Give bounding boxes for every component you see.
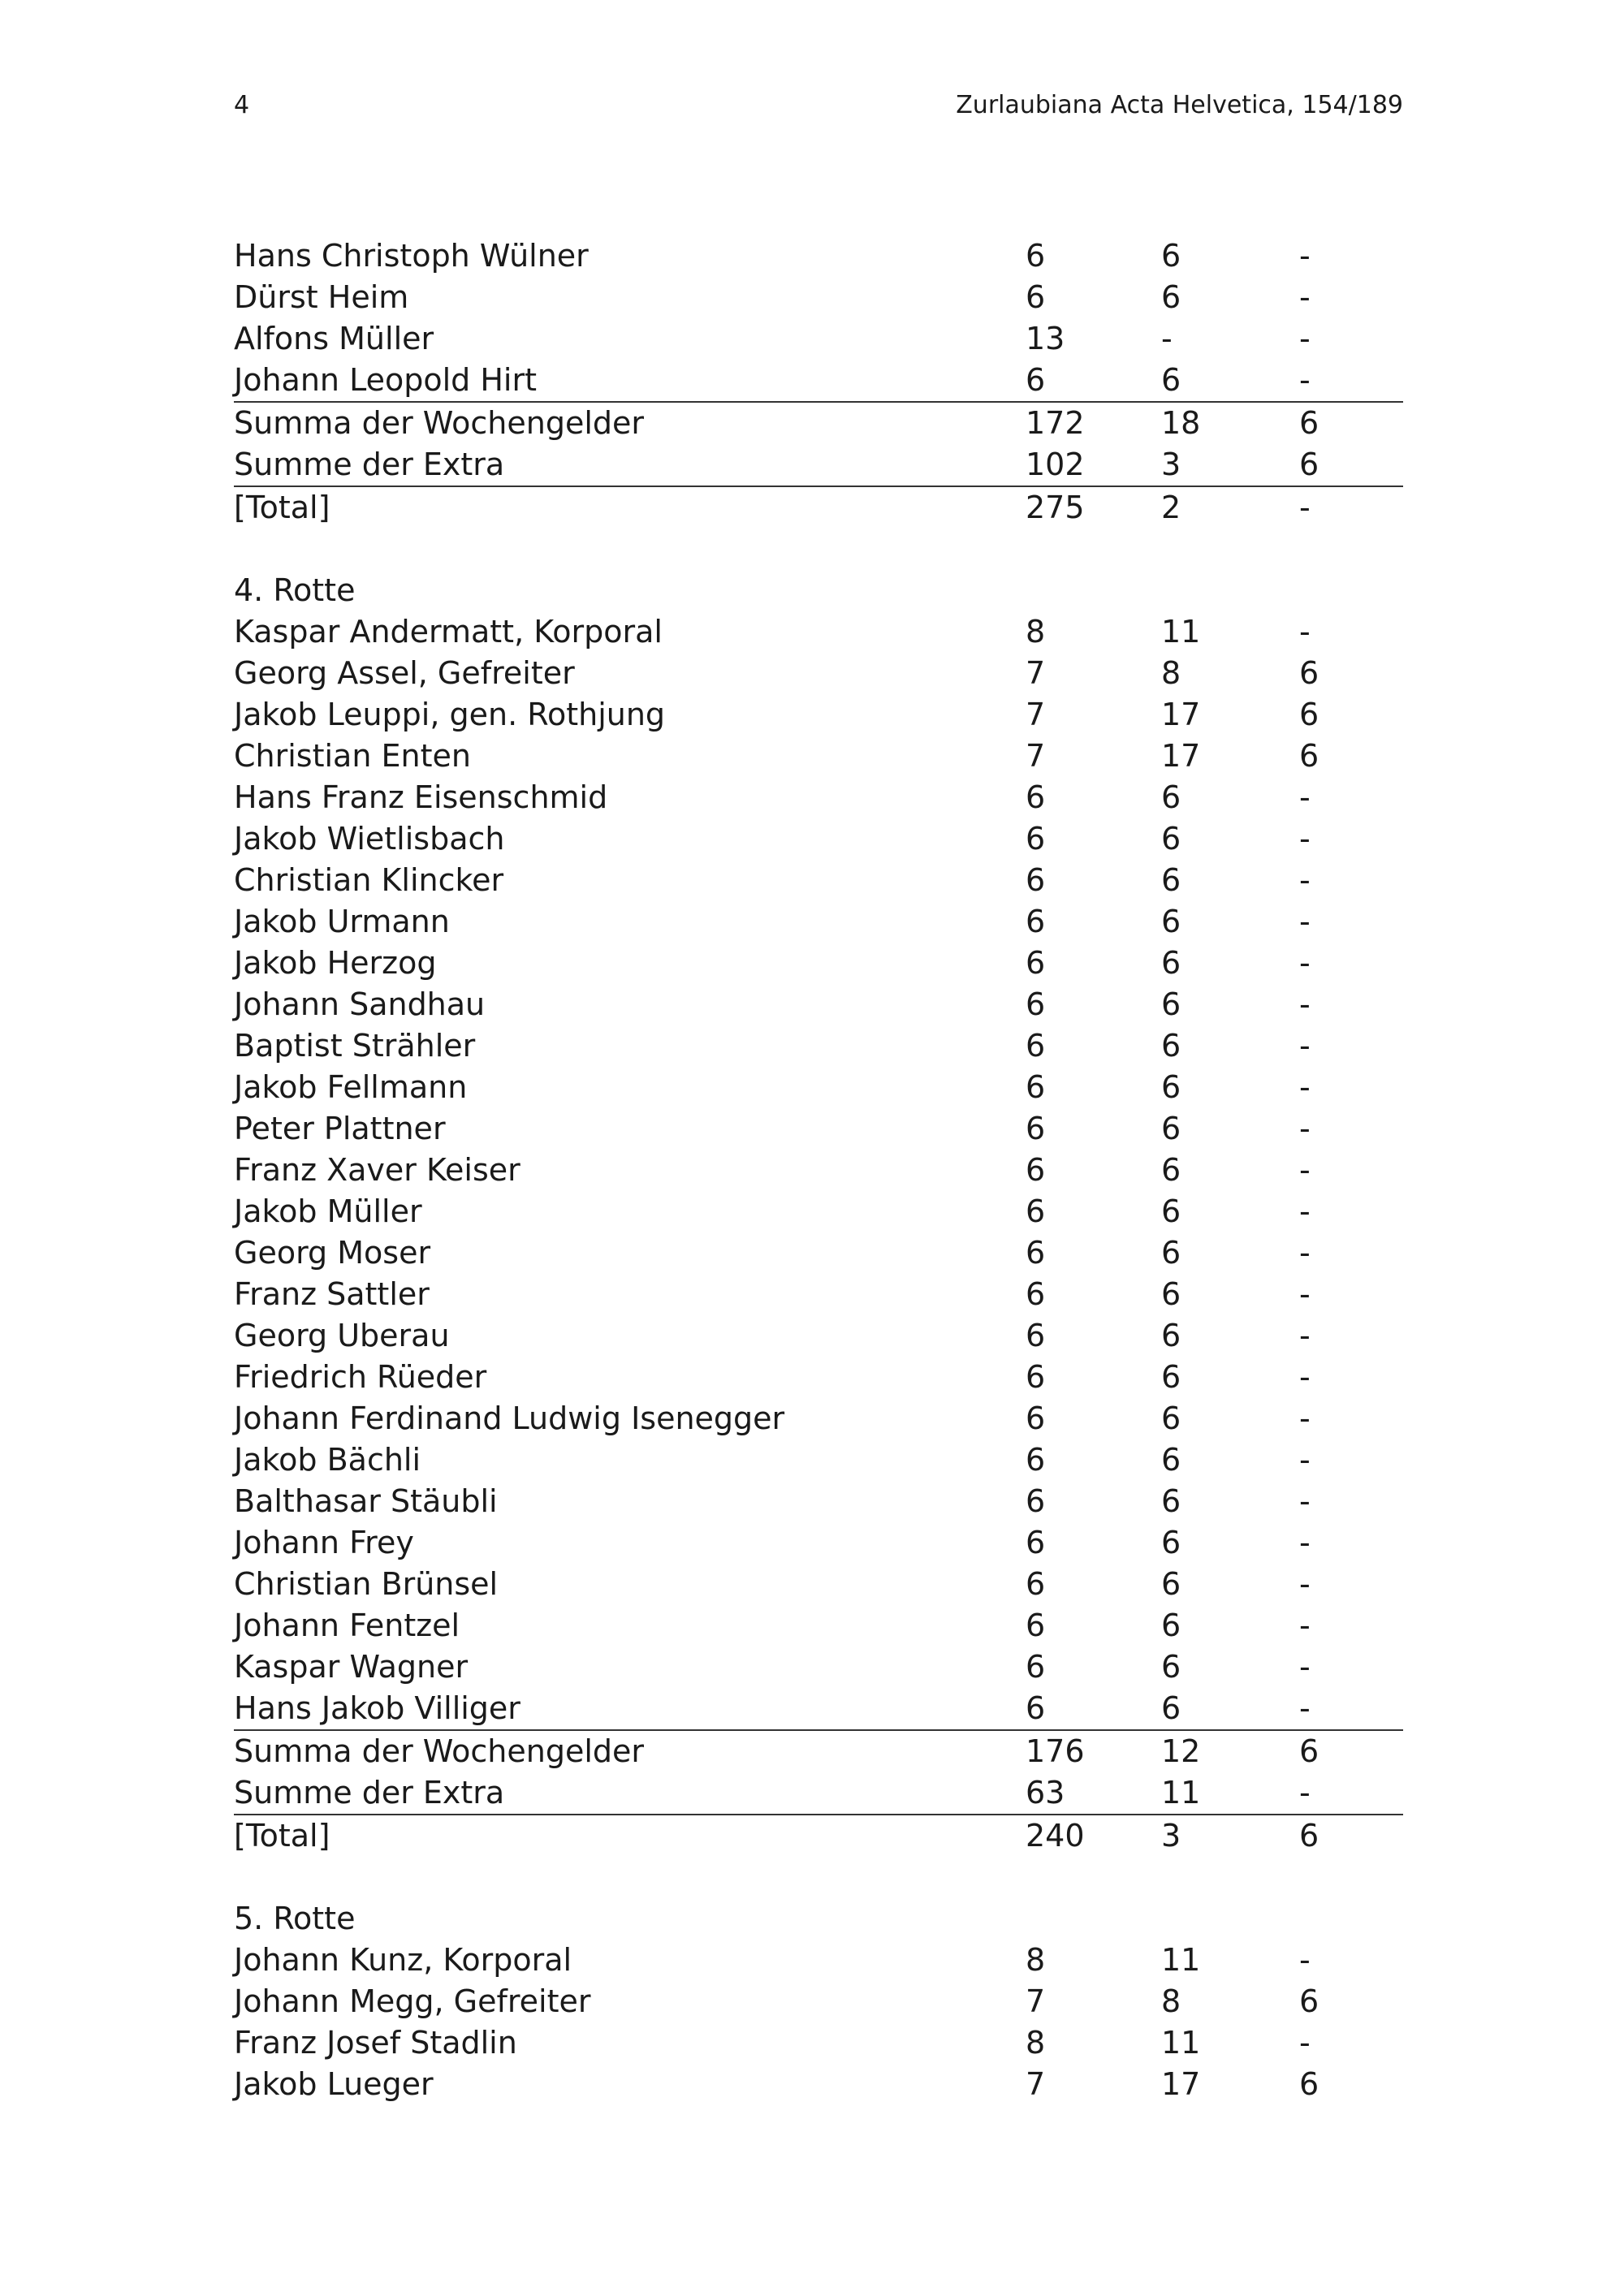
entry-name: Johann Frey [234, 1525, 414, 1560]
value-col-1: 6 [1026, 1318, 1046, 1353]
value-col-1: 6 [1026, 362, 1046, 398]
value-col-2: 6 [1161, 1359, 1181, 1395]
value-col-1: 240 [1026, 1818, 1085, 1854]
value-col-2: 6 [1161, 862, 1181, 898]
entry-name: Georg Uberau [234, 1318, 450, 1353]
value-col-2: 6 [1161, 945, 1181, 981]
subtotal-row [234, 401, 1403, 444]
value-col-1: 6 [1026, 1608, 1046, 1643]
value-col-1: 6 [1026, 904, 1046, 939]
table-row [234, 1274, 1403, 1315]
table-row [234, 1605, 1403, 1646]
table-row [234, 1025, 1403, 1067]
section-heading-text: 4. Rotte [234, 572, 356, 608]
entry-name: Johann Megg, Gefreiter [234, 1983, 591, 2019]
entry-name: Hans Jakob Villiger [234, 1690, 520, 1726]
table-row [234, 777, 1403, 818]
table-row [234, 2022, 1403, 2064]
value-col-3: 6 [1299, 405, 1320, 441]
value-col-1: 6 [1026, 1069, 1046, 1105]
table-row [234, 901, 1403, 943]
table-row [234, 818, 1403, 860]
value-col-3: - [1299, 614, 1311, 650]
value-col-2: 6 [1161, 362, 1181, 398]
value-col-1: 6 [1026, 1028, 1046, 1064]
value-col-3: 6 [1299, 447, 1320, 482]
table-row [234, 1067, 1403, 1108]
value-col-1: 6 [1026, 1442, 1046, 1478]
value-col-1: 6 [1026, 1276, 1046, 1312]
subtotal-row [234, 1772, 1403, 1814]
entry-name: Kaspar Andermatt, Korporal [234, 614, 663, 650]
value-col-3: - [1299, 779, 1311, 815]
value-col-3: - [1299, 490, 1311, 525]
value-col-2: 6 [1161, 779, 1181, 815]
entry-name: Franz Xaver Keiser [234, 1152, 520, 1188]
value-col-1: 6 [1026, 1359, 1046, 1395]
entry-name: Christian Brünsel [234, 1566, 499, 1602]
entry-name: Jakob Bächli [234, 1442, 421, 1478]
value-col-1: 6 [1026, 279, 1046, 315]
value-col-3: - [1299, 862, 1311, 898]
value-col-2: 6 [1161, 1028, 1181, 1064]
value-col-1: 13 [1026, 321, 1065, 356]
entry-name: Jakob Urmann [234, 904, 450, 939]
value-col-3: 6 [1299, 1983, 1320, 2019]
value-col-1: 6 [1026, 986, 1046, 1022]
ledger-table [234, 235, 1403, 2105]
entry-name: Jakob Leuppi, gen. Rothjung [234, 697, 666, 732]
value-col-2: 6 [1161, 1069, 1181, 1105]
subtotal-row [234, 444, 1403, 486]
entry-name: Summa der Wochengelder [234, 1733, 645, 1769]
table-row [234, 1315, 1403, 1357]
section-heading [234, 1898, 1403, 1940]
value-col-1: 6 [1026, 945, 1046, 981]
value-col-1: 7 [1026, 2066, 1046, 2102]
value-col-2: 6 [1161, 1566, 1181, 1602]
value-col-1: 7 [1026, 1983, 1046, 2019]
entry-name: [Total] [234, 490, 330, 525]
table-row [234, 277, 1403, 318]
table-row [234, 653, 1403, 694]
section-heading [234, 570, 1403, 611]
value-col-2: 6 [1161, 1276, 1181, 1312]
value-col-1: 6 [1026, 1111, 1046, 1146]
entry-name: Balthasar Stäubli [234, 1483, 498, 1519]
value-col-2: 17 [1161, 697, 1201, 732]
value-col-1: 6 [1026, 1152, 1046, 1188]
value-col-3: - [1299, 362, 1311, 398]
value-col-2: 6 [1161, 1318, 1181, 1353]
value-col-2: 6 [1161, 1483, 1181, 1519]
table-row [234, 1439, 1403, 1481]
value-col-2: 17 [1161, 2066, 1201, 2102]
value-col-1: 6 [1026, 1400, 1046, 1436]
entry-name: Georg Assel, Gefreiter [234, 655, 575, 691]
value-col-2: 6 [1161, 904, 1181, 939]
table-row [234, 1481, 1403, 1522]
value-col-3: - [1299, 821, 1311, 857]
table-row [234, 611, 1403, 653]
value-col-3: - [1299, 1400, 1311, 1436]
value-col-1: 6 [1026, 238, 1046, 274]
value-col-3: 6 [1299, 1733, 1320, 1769]
total-row [234, 486, 1403, 529]
table-row [234, 1940, 1403, 1981]
entry-name: Peter Plattner [234, 1111, 446, 1146]
value-col-3: 6 [1299, 1818, 1320, 1854]
value-col-1: 275 [1026, 490, 1085, 525]
value-col-2: 3 [1161, 1818, 1181, 1854]
value-col-3: 6 [1299, 655, 1320, 691]
entry-name: [Total] [234, 1818, 330, 1854]
value-col-3: - [1299, 279, 1311, 315]
value-col-2: 6 [1161, 1111, 1181, 1146]
value-col-1: 6 [1026, 1235, 1046, 1271]
value-col-3: - [1299, 1359, 1311, 1395]
value-col-2: 6 [1161, 1608, 1181, 1643]
value-col-1: 63 [1026, 1775, 1065, 1810]
entry-name: Summa der Wochengelder [234, 405, 645, 441]
value-col-2: 11 [1161, 2025, 1201, 2061]
table-row [234, 1398, 1403, 1439]
entry-name: Johann Sandhau [234, 986, 486, 1022]
table-row [234, 318, 1403, 360]
running-title: Zurlaubiana Acta Helvetica, 154/189 [956, 91, 1403, 119]
value-col-1: 6 [1026, 1193, 1046, 1229]
value-col-3: - [1299, 321, 1311, 356]
entry-name: Christian Enten [234, 738, 471, 774]
entry-name: Summe der Extra [234, 1775, 505, 1810]
table-row [234, 984, 1403, 1025]
value-col-3: - [1299, 238, 1311, 274]
value-col-2: 6 [1161, 1690, 1181, 1726]
table-row [234, 1564, 1403, 1605]
table-row [234, 1357, 1403, 1398]
entry-name: Summe der Extra [234, 447, 505, 482]
value-col-3: - [1299, 945, 1311, 981]
entry-name: Jakob Fellmann [234, 1069, 468, 1105]
entry-name: Franz Sattler [234, 1276, 430, 1312]
table-row [234, 860, 1403, 901]
table-row [234, 694, 1403, 736]
table-row [234, 736, 1403, 777]
entry-name: Hans Franz Eisenschmid [234, 779, 608, 815]
entry-name: Jakob Herzog [234, 945, 437, 981]
value-col-2: 6 [1161, 1525, 1181, 1560]
value-col-3: - [1299, 1649, 1311, 1685]
value-col-2: 6 [1161, 986, 1181, 1022]
value-col-2: 6 [1161, 1649, 1181, 1685]
value-col-2: 8 [1161, 655, 1181, 691]
value-col-3: - [1299, 1028, 1311, 1064]
entry-name: Franz Josef Stadlin [234, 2025, 517, 2061]
entry-name: Johann Leopold Hirt [234, 362, 537, 398]
table-row [234, 1688, 1403, 1729]
value-col-3: - [1299, 1483, 1311, 1519]
table-row [234, 943, 1403, 984]
value-col-2: 6 [1161, 1442, 1181, 1478]
value-col-3: - [1299, 1235, 1311, 1271]
value-col-3: - [1299, 1525, 1311, 1560]
page-number: 4 [234, 91, 250, 119]
value-col-2: 3 [1161, 447, 1181, 482]
value-col-1: 8 [1026, 614, 1046, 650]
value-col-3: - [1299, 1111, 1311, 1146]
page-header [234, 91, 1403, 132]
value-col-2: 12 [1161, 1733, 1201, 1769]
value-col-3: - [1299, 2025, 1311, 2061]
value-col-1: 7 [1026, 697, 1046, 732]
entry-name: Johann Kunz, Korporal [234, 1942, 572, 1978]
value-col-2: 6 [1161, 1235, 1181, 1271]
entry-name: Christian Klincker [234, 862, 504, 898]
value-col-2: 6 [1161, 1152, 1181, 1188]
value-col-1: 102 [1026, 447, 1085, 482]
value-col-2: 6 [1161, 821, 1181, 857]
table-row [234, 1232, 1403, 1274]
value-col-1: 7 [1026, 738, 1046, 774]
value-col-1: 6 [1026, 1525, 1046, 1560]
table-row [234, 1150, 1403, 1191]
value-col-2: 11 [1161, 1942, 1201, 1978]
value-col-1: 6 [1026, 1483, 1046, 1519]
value-col-2: 6 [1161, 279, 1181, 315]
table-row [234, 235, 1403, 277]
entry-name: Georg Moser [234, 1235, 431, 1271]
value-col-2: 6 [1161, 1400, 1181, 1436]
total-row [234, 1814, 1403, 1857]
value-col-1: 7 [1026, 655, 1046, 691]
value-col-1: 172 [1026, 405, 1085, 441]
value-col-3: 6 [1299, 738, 1320, 774]
value-col-2: 8 [1161, 1983, 1181, 2019]
value-col-2: 2 [1161, 490, 1181, 525]
value-col-3: - [1299, 1608, 1311, 1643]
value-col-1: 6 [1026, 862, 1046, 898]
table-row [234, 1646, 1403, 1688]
value-col-3: - [1299, 1152, 1311, 1188]
entry-name: Johann Ferdinand Ludwig Isenegger [234, 1400, 785, 1436]
entry-name: Jakob Müller [234, 1193, 422, 1229]
value-col-2: 11 [1161, 1775, 1201, 1810]
entry-name: Jakob Wietlisbach [234, 821, 505, 857]
table-row [234, 1981, 1403, 2022]
value-col-2: 17 [1161, 738, 1201, 774]
entry-name: Johann Fentzel [234, 1608, 460, 1643]
value-col-2: 6 [1161, 1193, 1181, 1229]
value-col-2: 18 [1161, 405, 1201, 441]
value-col-3: - [1299, 1276, 1311, 1312]
entry-name: Alfons Müller [234, 321, 434, 356]
table-row [234, 1108, 1403, 1150]
table-row [234, 1191, 1403, 1232]
value-col-1: 6 [1026, 779, 1046, 815]
value-col-3: 6 [1299, 697, 1320, 732]
value-col-3: - [1299, 1318, 1311, 1353]
section-spacer [234, 1857, 1403, 1898]
value-col-3: - [1299, 1193, 1311, 1229]
section-spacer [234, 529, 1403, 570]
value-col-1: 6 [1026, 1566, 1046, 1602]
entry-name: Jakob Lueger [234, 2066, 434, 2102]
entry-name: Baptist Strähler [234, 1028, 476, 1064]
value-col-1: 6 [1026, 1690, 1046, 1726]
table-row [234, 1522, 1403, 1564]
entry-name: Dürst Heim [234, 279, 409, 315]
value-col-1: 6 [1026, 1649, 1046, 1685]
value-col-2: - [1161, 321, 1173, 356]
value-col-3: - [1299, 1775, 1311, 1810]
entry-name: Friedrich Rüeder [234, 1359, 487, 1395]
value-col-3: - [1299, 1442, 1311, 1478]
entry-name: Hans Christoph Wülner [234, 238, 589, 274]
table-row [234, 2064, 1403, 2105]
value-col-3: - [1299, 1566, 1311, 1602]
value-col-2: 6 [1161, 238, 1181, 274]
value-col-3: 6 [1299, 2066, 1320, 2102]
value-col-3: - [1299, 904, 1311, 939]
table-row [234, 360, 1403, 401]
subtotal-row [234, 1729, 1403, 1772]
value-col-2: 11 [1161, 614, 1201, 650]
value-col-3: - [1299, 986, 1311, 1022]
entry-name: Kaspar Wagner [234, 1649, 469, 1685]
value-col-1: 8 [1026, 1942, 1046, 1978]
section-heading-text: 5. Rotte [234, 1901, 356, 1936]
value-col-3: - [1299, 1069, 1311, 1105]
value-col-3: - [1299, 1942, 1311, 1978]
value-col-1: 176 [1026, 1733, 1085, 1769]
value-col-3: - [1299, 1690, 1311, 1726]
value-col-1: 8 [1026, 2025, 1046, 2061]
value-col-1: 6 [1026, 821, 1046, 857]
